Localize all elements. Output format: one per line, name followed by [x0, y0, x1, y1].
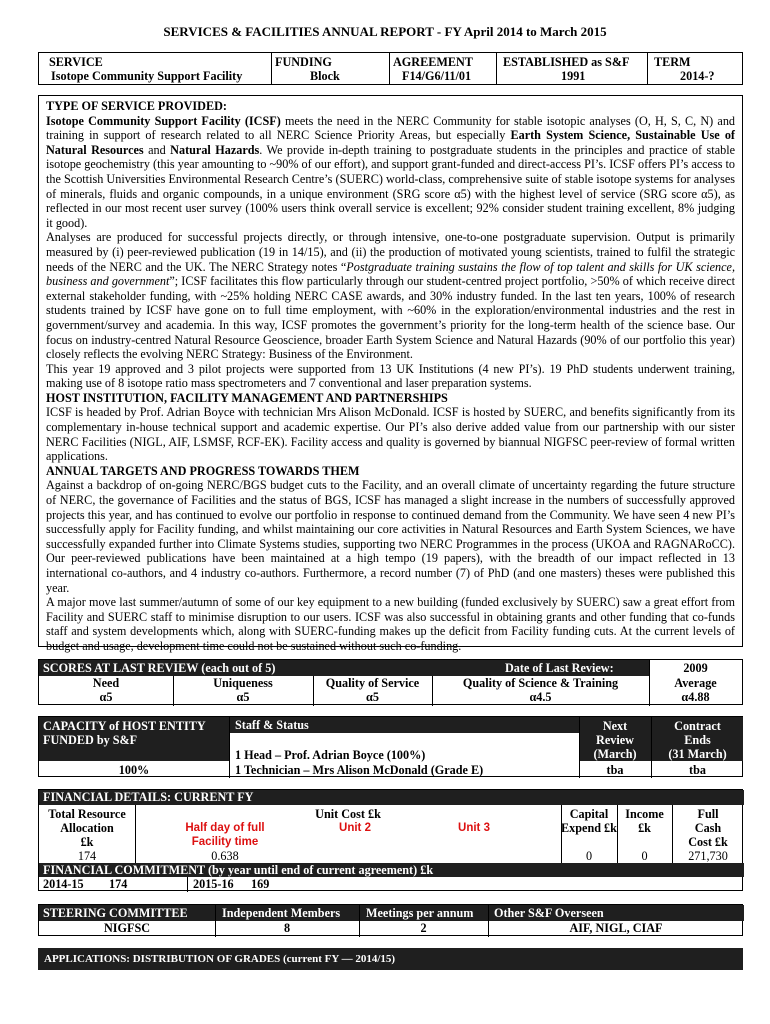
header-service-box — [38, 52, 272, 85]
header-agreement-box — [389, 52, 497, 85]
applications-heading: APPLICATIONS: DISTRIBUTION OF GRADES (current FY — 2014/15) — [44, 953, 396, 965]
commitment-year-1-value: 174 — [109, 877, 128, 891]
unit-1-value: 0.638 — [211, 849, 239, 863]
date-of-last-review-label: Date of Last Review: — [505, 661, 614, 675]
financial-heading: FINANCIAL DETAILS: CURRENT FY — [43, 790, 254, 804]
steering-table — [38, 904, 743, 936]
commitment-year-1: 2014-15 — [43, 877, 84, 891]
total-resource-label-2: Allocation — [60, 821, 114, 835]
overview-text-3: . We provide in-depth training to postgraduate students in the principles and practice of stable isotope geochemistry (this year amounting to ~90% of our effort), and support grant-funded and direct-access PI’s. ICSF offers PI’s access to the Scottish Universities Environmental Research Centre’s (SUERC) world-class, comprehensive suite of stable isotope systems for analyses of minerals, fluids and organic compounds, in a unique environment (SRG score α5) with the highest level of service (SRG score α5), as reflected in our most recent user survey (100% users think overall service is excellent; 92% consider student training excellent, 8% judging it good). — [46, 142, 735, 230]
score-need-value: α5 — [99, 690, 113, 704]
funding-value: Block — [310, 69, 340, 83]
total-resource-label-3: £k — [80, 835, 94, 849]
capacity-heading-2: FUNDED by S&F — [43, 733, 138, 747]
service-value: Isotope Community Support Facility — [51, 69, 243, 83]
paragraph-output — [46, 230, 735, 361]
staff-technician: 1 Technician – Mrs Alison McDonald (Grade E) — [235, 763, 484, 777]
next-review-label-2: Review — [579, 733, 651, 747]
header-term-box — [647, 52, 743, 85]
commitment-year-2-value: 169 — [251, 877, 270, 891]
established-value: 1991 — [561, 69, 586, 83]
header-established-box — [496, 52, 648, 85]
paragraph-this-year: This year 19 approved and 3 pilot projects were supported from 13 UK Institutions (4 new PI’s). 19 PhD students underwent training, making use of 8 isotope ratio mass spectrometers and 7 conventional and laser preparation systems. — [46, 361, 735, 391]
unit-3-label: Unit 3 — [458, 822, 490, 834]
heading-type-of-service: TYPE OF SERVICE PROVIDED: — [46, 99, 227, 113]
score-average-value: α4.88 — [681, 690, 710, 704]
other-overseen-value: AIF, NIGL, CIAF — [569, 921, 663, 935]
overview-bold-2: Earth System Science, Sustainable Use of Natural Resources — [46, 128, 735, 157]
scores-heading: SCORES AT LAST REVIEW (each out of 5) — [43, 661, 276, 675]
total-resource-value: 174 — [77, 849, 97, 863]
contract-label-1: Contract — [652, 719, 743, 733]
capital-value: 0 — [585, 849, 593, 863]
overview-text-1: meets the need in the NERC Community for stable isotopic analyses (O, H, S, C, N) and training in support of research related to all NERC Science Priority Areas, but especially — [46, 113, 736, 143]
overview-text-2: and — [143, 142, 171, 157]
paragraph-targets: Against a backdrop of on-going NERC/BGS budget cuts to the Facility, and an overall climate of uncertainty regarding the future structure of NERC, the governance of Facilities and the status of BGS, ICSF has managed a slight increase in the numbers of successfully approved projects this year, and has continued to evolve our portfolio in response to continued demand from the Community. We have seen 4 new PI’s successfully apply for Facility funding, and whilst maintaining our core activities in Natural Resources and Earth System Sciences, we have successfully expanded further into Climate Systems studies, supporting two NERC Programmes in the process (UKOA and RAGNARoCC). Our peer-reviewed publications have been maintained at a high tempo (19 papers), with the breadth of our impact reflected in 13 international co-authors, and 4 industry co-authors. Furthermore, a record number (7) of PhD (and one masters) theses were published this year. — [46, 478, 735, 595]
steering-label: STEERING COMMITTEE — [43, 906, 188, 920]
paragraph-move: A major move last summer/autumn of some of our key equipment to a new building (funded exclusively by SUERC) saw a great effort from Facility and SUERC staff to minimise disruption to our users. ICSF was also successful in obtaining grants and other funding that co-funds staff and system developments which, along with SUERC-funding makes up the deficit from Facility funding cuts. At the current levels of budget and usage, development time could not be sustained without such co-funding. — [46, 595, 735, 653]
other-overseen-label: Other S&F Overseen — [494, 906, 604, 920]
total-resource-label-1: Total Resource — [48, 807, 126, 821]
contract-label-2: Ends — [652, 733, 743, 747]
capacity-percent: 100% — [118, 763, 150, 777]
heading-host-institution: HOST INSTITUTION, FACILITY MANAGEMENT AND PARTNERSHIPS — [46, 390, 448, 405]
agreement-label: AGREEMENT — [393, 55, 473, 69]
income-value: 0 — [641, 849, 648, 863]
full-cost-label-2: Cash — [694, 821, 722, 835]
financial-table — [38, 789, 743, 891]
staff-status-label: Staff & Status — [235, 718, 309, 732]
report-title: SERVICES & FACILITIES ANNUAL REPORT - FY April 2014 to March 2015 — [163, 24, 607, 39]
meetings-label: Meetings per annum — [366, 906, 474, 920]
commitment-heading: FINANCIAL COMMITMENT (by year until end of current agreement) £k — [43, 863, 434, 877]
capital-label-1: Capital — [569, 807, 609, 821]
score-uniqueness-label: Uniqueness — [213, 676, 273, 690]
review-year: 2009 — [683, 661, 708, 675]
service-description — [38, 95, 743, 653]
score-quality-service-value: α5 — [366, 690, 379, 704]
nerc-quote: Postgraduate training sustains the flow of top talent and skills for UK science, business and government — [46, 259, 735, 289]
full-cost-label-3: Cost £k — [688, 835, 728, 849]
capacity-heading-1: CAPACITY of HOST ENTITY — [43, 719, 206, 733]
capacity-table — [38, 716, 743, 777]
term-value: 2014-? — [680, 69, 715, 83]
income-label-2: £k — [638, 821, 651, 835]
score-uniqueness-value: α5 — [236, 690, 250, 704]
unit-1-label-1: Half day of full — [185, 822, 265, 834]
score-quality-service-label: Quality of Service — [325, 676, 420, 690]
funding-label: FUNDING — [275, 55, 332, 69]
full-cost-value: 271,730 — [688, 849, 728, 863]
heading-annual-targets: ANNUAL TARGETS AND PROGRESS TOWARDS THEM — [46, 463, 360, 478]
independent-members-label: Independent Members — [222, 906, 341, 920]
score-need-label: Need — [92, 676, 120, 690]
meetings-value: 2 — [420, 921, 427, 935]
applications-bar — [38, 948, 743, 970]
icsf-name: Isotope Community Support Facility (ICSF) — [46, 113, 281, 128]
staff-head: 1 Head – Prof. Adrian Boyce (100%) — [235, 748, 426, 762]
score-average-label: Average — [674, 676, 717, 690]
contract-label-3: (31 March) — [652, 747, 743, 761]
header-funding-box — [271, 52, 390, 85]
unit-cost-label: Unit Cost £k — [315, 807, 381, 821]
income-label-1: Income — [625, 807, 664, 821]
contract-value: tba — [689, 763, 706, 777]
steering-value: NIGFSC — [103, 921, 151, 935]
established-label: ESTABLISHED as S&F — [503, 55, 630, 69]
next-review-label-1: Next — [579, 719, 651, 733]
unit-2-label: Unit 2 — [339, 822, 371, 834]
full-cost-label-1: Full — [697, 807, 719, 821]
overview-bold-3: Natural Hazards — [170, 142, 260, 157]
commitment-year-2: 2015-16 — [193, 877, 234, 891]
paragraph-overview — [46, 114, 735, 231]
capital-label-2: Expend £k — [561, 821, 617, 835]
paragraph-host: ICSF is headed by Prof. Adrian Boyce with technician Mrs Alison McDonald. ICSF is hosted by SUERC, and benefits significantly from its complementary in-house technical support and academic expertise. Our PI’s also derive added value from our partnership with our sister NERC Facilities (NIGL, AIF, LSMSF, RCF-EK). Facility access and quality is governed by biannual NIGFSC peer-review of formal written applications. — [46, 405, 735, 464]
score-quality-science-label: Quality of Science & Training — [462, 676, 619, 690]
scores-table — [38, 659, 743, 705]
output-text-1: Analyses are produced for successful projects directly, or through intensive, one-to-one postgraduate supervision. Output is primarily measured by (i) peer-reviewed publication (19 in 14/15), and (ii) the production of motivated young scientists, trained to fulfil the strategic needs of the NERC and the UK. The NERC Strategy notes “ — [46, 230, 735, 274]
independent-members-value: 8 — [283, 921, 291, 935]
unit-1-label-2: Facility time — [191, 836, 259, 848]
next-review-value: tba — [606, 763, 624, 777]
agreement-value: F14/G6/11/01 — [402, 69, 472, 83]
score-quality-science-value: α4.5 — [529, 690, 552, 704]
next-review-label-3: (March) — [579, 747, 651, 761]
term-label: TERM — [654, 55, 691, 69]
service-label: SERVICE — [49, 55, 103, 69]
output-text-2: ”; ICSF facilitates this flow particularly through our student-centred project portfolio, >50% of which receive direct external stakeholder funding, with ~25% holding NERC CASE awards, and 30% industry funded. In the last ten years, 100% of research students trained by ICSF have gone on to full time employment, with ~60% in the exploration/environmental industries and the rest in government/survey and academia. In this way, ICSF promotes the government’s priority for the long-term health of the science base. Our focus on industry-centred Natural Resource Geoscience, broader Earth System Science and Natural Hazards (90% of our portfolio this year) closely reflects the evolving NERC Strategy: Business of the Environment. — [46, 274, 735, 362]
